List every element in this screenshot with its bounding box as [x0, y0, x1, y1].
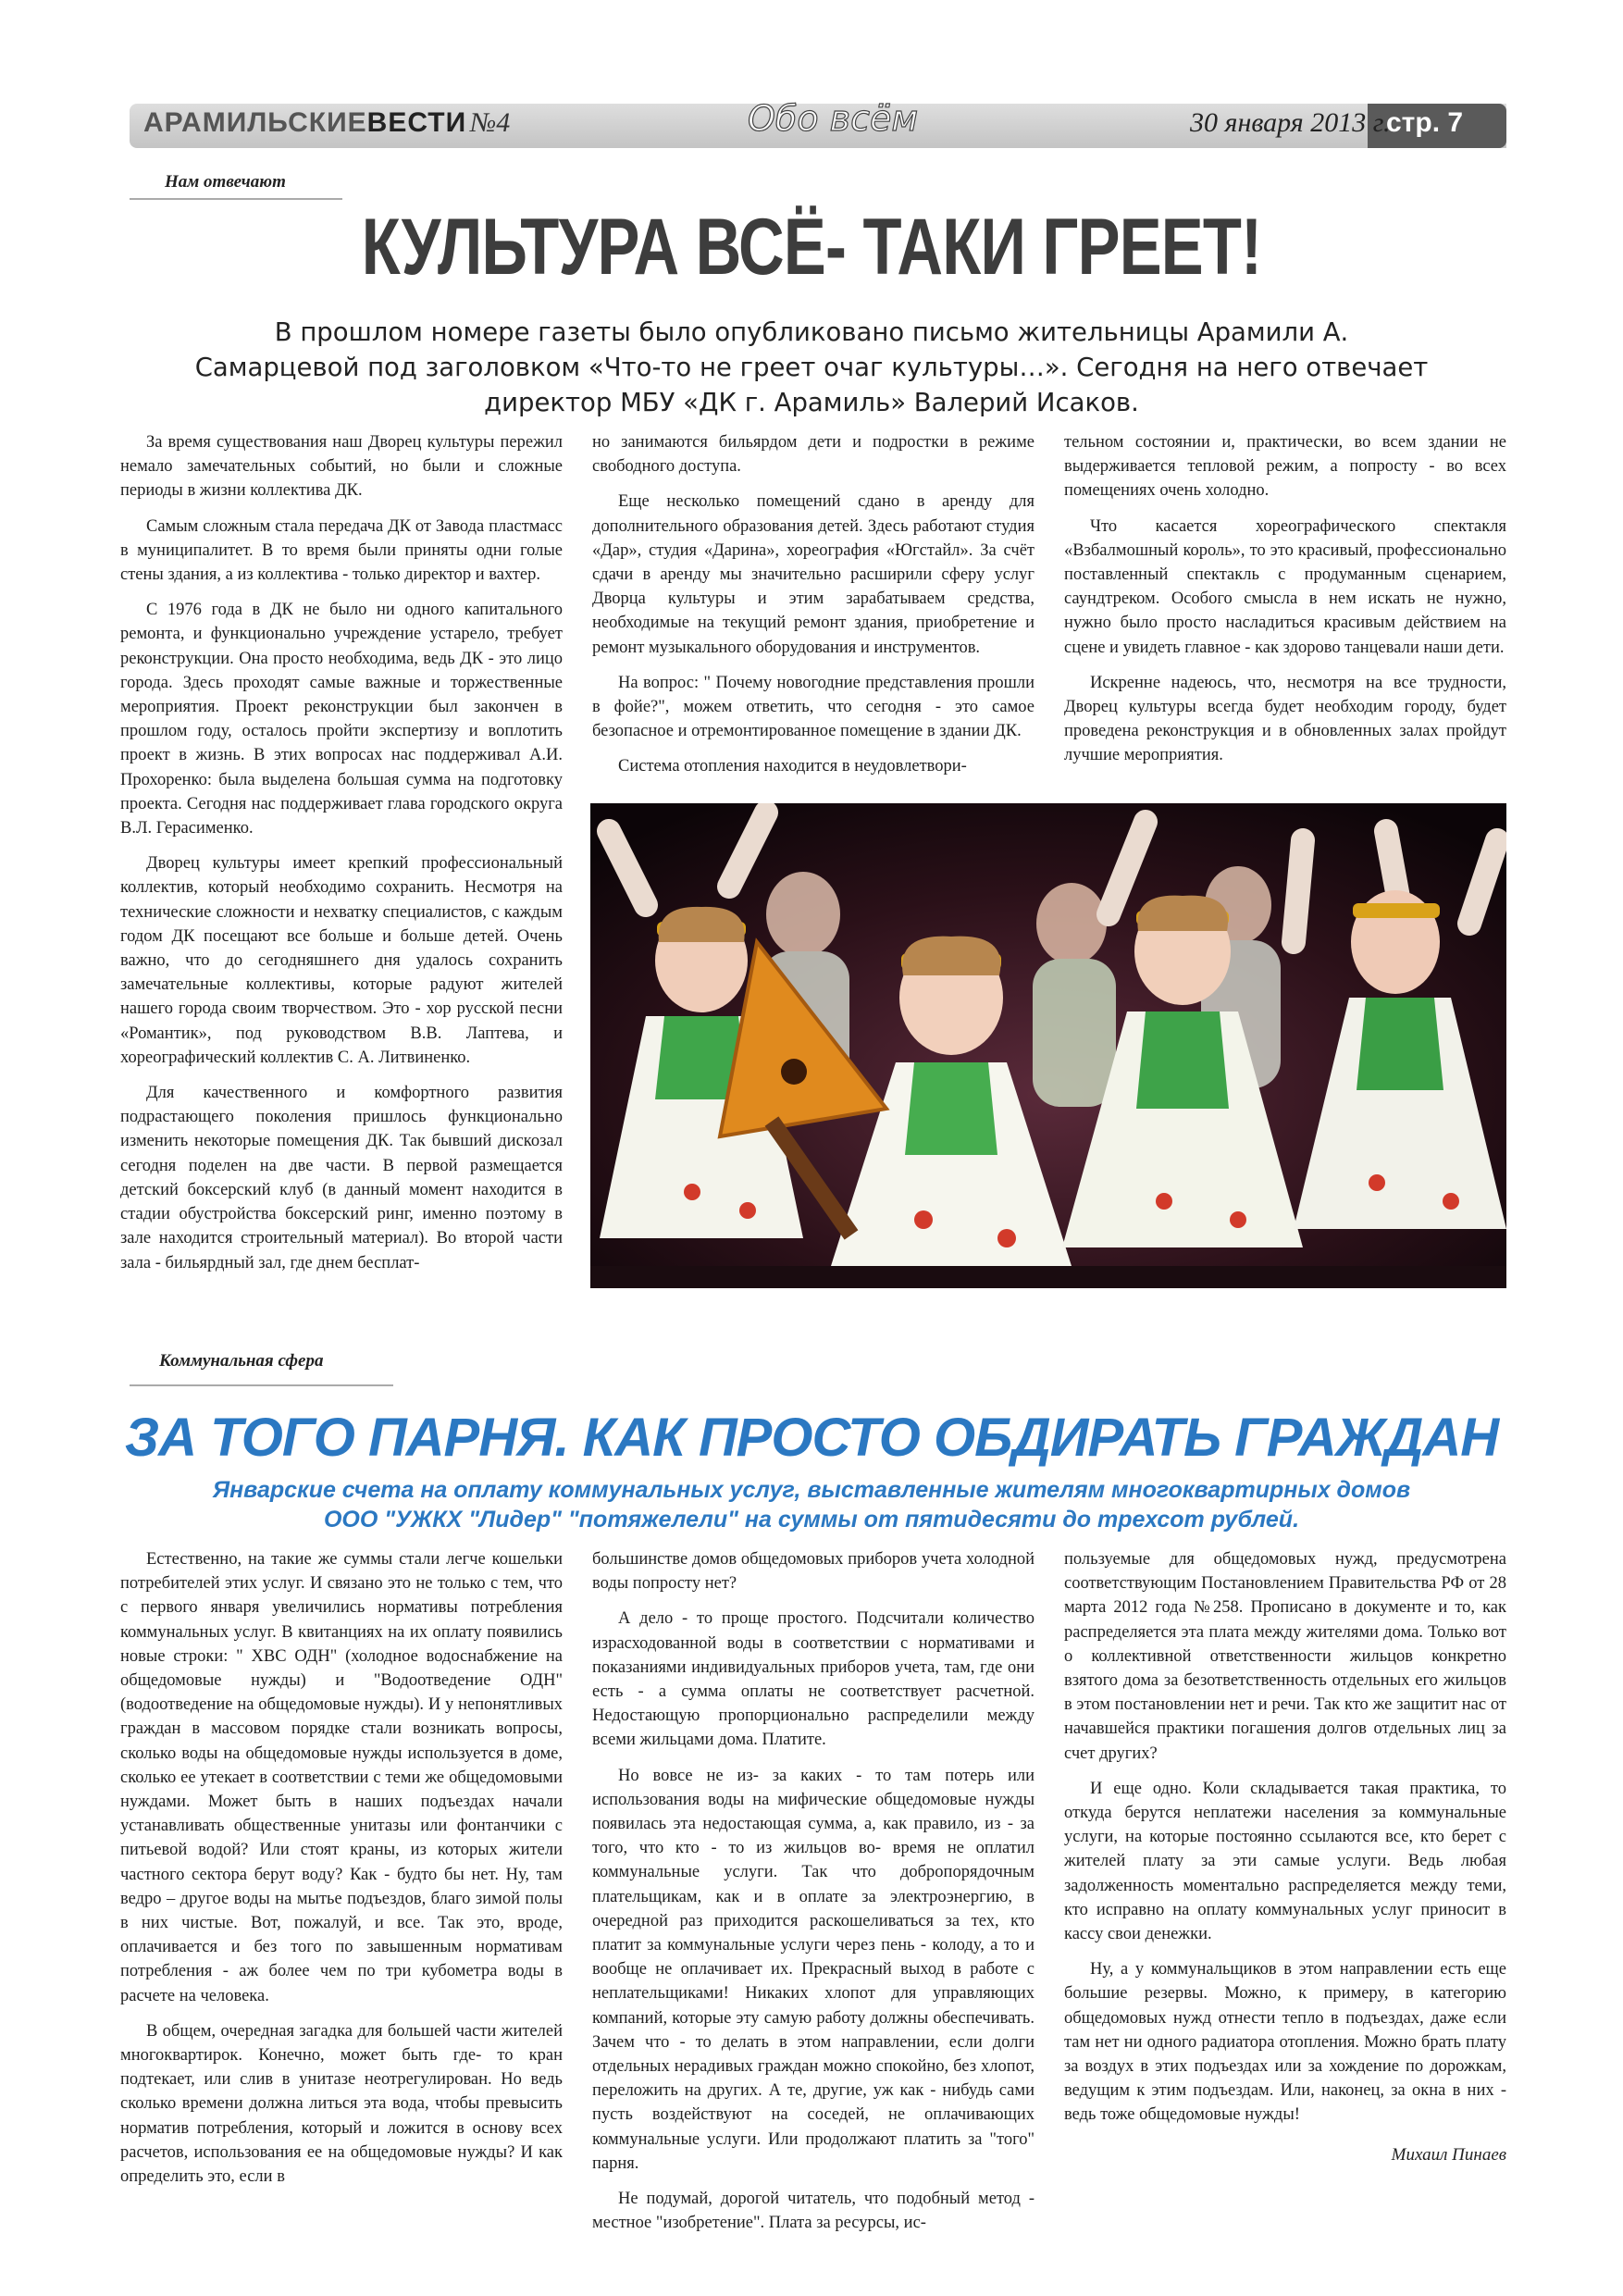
paragraph: Самым сложным стала передача ДК от Завода пластмасс в муниципалитет. В то время были приняты одни голые стены здания, а из коллектива - только директор и вахтер. — [120, 516, 563, 585]
paragraph: Дворец культуры имеет крепкий профессиональный коллектив, который необходимо сохранить. Несмотря на технические сложности и нехватку специалистов, с каждым годом ДК посещают все больше и больше детей. Очень важно, что до сегодняшнего дня удалось сохранить замечательные коллективы, которые радуют жителей нашего города своим творчеством. Это - хор русской песни «Романтик», под руководством В.В. Лаптева, и хореографический коллектив С. А. Литвиненко. — [120, 854, 563, 1067]
paragraph: Но вовсе не из- за каких - то там потерь или использования воды на мифические общедомовые нужды появилась эта недостающая сумма, а, как правило, из - за того, что кто - то из жильцов во- время не оплатил коммунальные услуги. Так что добропорядочным плательщикам, как и в оплате за электроэнергию, в очередной раз приходится раскошеливаться за тех, кто платит за коммунальные услуги через пень - колоду, а то и вообще не оплачивает их. Прекрасный выход в работе с неплательщиками! Никаких хлопот для управляющих компаний, которые эту самую работу должны обеспечивать. Зачем что - то делать в этом направлении, если долги отдельных нерадивых граждан можно спокойно, без хлопот, переложить на других. А те, другие, уж как - нибудь сами пусть воздействуют на соседей, не оплачивающих коммунальные услуги. Или продолжают платить за "того" парня. — [592, 1766, 1035, 2173]
article2-lead: Январские счета на оплату коммунальных услуг, выставленные жителям многоквартирных домов ООО "УЖКХ "Лидер" "потяжелели" на суммы от пятидесяти до трехсот рублей. — [212, 1477, 1411, 1533]
article1-headline: КУЛЬТУРА ВСЁ- ТАКИ ГРЕЕТ! — [361, 203, 1262, 292]
article2-rubric: Коммунальная сфера — [159, 1351, 324, 1371]
newspaper-name — [143, 107, 466, 139]
paragraph: Что касается хореографического спектакля «Взбалмошный король», то это красивый, профессионально поставленный спектакль с продуманным сценарием, саундтреком. Особого смысла в нем искать не нужно, нужно было просто насладиться красивым действием на сцене и увидеть главное - как здорово танцевали наши дети. — [1064, 516, 1506, 657]
paragraph: пользуемые для общедомовых нужд, предусмотрена соответствующим Постановлением Правительства РФ от 28 марта 2012 года №258. Прописано в документе и то, как распределяется эта плата между жителями дома. Только вот о коллективной ответственности жильцов конкретно взятого дома за безответственность отдельных его жильцов в этом постановлении нет и речи. Так кто же защитит нас от начавшейся практики погашения долгов отдельных лиц за счет других? — [1064, 1550, 1506, 1763]
newspaper-name-bold: ВЕСТИ — [366, 107, 467, 138]
paragraph: В общем, очередная загадка для большей части жителей многоквартирок. Конечно, может быть где- то кран подтекает, или слив в унитазе неотрегулирован. Но ведь сколько времени должна литься эта вода, чтобы превысить норматив потребления, который и ложится в основу всех расчетов, использования ее на общедомовые нужды? И как определить это, если в — [120, 2021, 563, 2187]
article2-column-1 — [120, 1547, 563, 2200]
paragraph: Для качественного и комфортного развития подрастающего поколения пришлось функционально изменить некоторые помещения ДК. Так бывший дискозал сегодня поделен на две части. В первой размещается детский боксерский клуб (в данный момент находится в стадии обустройства боксерский ринг, именно поэтому в зале находится строительный материал). Во второй части зала - бильярдный зал, где днем бесплат- — [120, 1084, 563, 1272]
article1-rubric: Нам отвечают — [165, 172, 286, 192]
article1-photo-dancers — [590, 803, 1506, 1288]
article2-rubric-underline — [130, 1384, 393, 1386]
paragraph: Естественно, на такие же суммы стали легче кошельки потребителей этих услуг. И связано это не только с тем, что с первого января увеличились нормативы потребления коммунальных услуг. В квитанциях на их оплату появились новые строки: " ХВС ОДН" (холодное водоснабжение на общедомовые нужды) и "Водоотведение ОДН" (водоотведение на общедомовые нужды). И у непонятливых граждан в массовом порядке стали возникать вопросы, сколько воды на общедомовые нужды используется в доме, сколько ее утекает в соответствии с теми же общедомовыми нуждами. Может быть в наших подъездах начали устанавливать общественные унитазы или фонтанчики с питьевой водой? Или стоят краны, из которых жители частного сектора берут воду? Как - будто бы нет. Ну, там ведро – другое воды на мытье подъездов, благо зимой полы в них чистые. Вот, пожалуй, и все. Так это, вроде, оплачивается и без того по завышенным нормативам потребления - аж более чем по три кубометра воды в расчете на человека. — [120, 1550, 563, 2005]
article2-column-2 — [592, 1547, 1035, 2246]
paragraph: большинстве домов общедомовых приборов учета холодной воды попросту нет? — [592, 1550, 1035, 1594]
paragraph: Еще несколько помещений сдано в аренду для дополнительного образования детей. Здесь работают студия «Дар», студия «Дарина», хореография «Югстайл». За счёт сдачи в аренду мы значительно расширили сферу услуг Дворца культуры и этим зарабатываем средства, необходимые на текущий ремонт здания, приобретение и ремонт музыкального оборудования и инструментов. — [592, 492, 1035, 657]
issue-number: №4 — [470, 107, 511, 138]
paragraph: На вопрос: " Почему новогодние представления прошли в фойе?", можем ответить, что сегодня - это самое безопасное и отремонтированное помещение в здании ДК. — [592, 673, 1035, 741]
article1-rubric-underline — [130, 198, 342, 200]
paragraph: Не подумай, дорогой читатель, что подобный метод - местное "изобретение". Плата за ресурсы, ис- — [592, 2190, 1035, 2233]
article2-headline: ЗА ТОГО ПАРНЯ. КАК ПРОСТО ОБДИРАТЬ ГРАЖДАН — [124, 1408, 1499, 1468]
section-title: Обо всём — [748, 98, 919, 139]
paragraph: Система отопления находится в неудовлетвори- — [618, 757, 967, 776]
article2-column-3 — [1064, 1547, 1506, 2139]
paragraph: С 1976 года в ДК не было ни одного капитального ремонта, и функционально учреждение устарело, требует реконструкции. Она просто необходима, ведь ДК - это лицо города. Здесь проходят самые важные и торжественные мероприятия. Проект реконструкции был закончен в прошлом году, осталось пройти экспертизу и воплотить проект в жизнь. В этих вопросах нас поддерживал А.И. Прохоренко: была выделена большая сумма на подготовку проекта. Сегодня нас поддерживает глава городского округа В.Л. Герасименко. — [120, 601, 563, 838]
article1-column-3 — [1064, 430, 1506, 779]
page-number: стр. 7 — [1386, 107, 1464, 138]
paragraph: За время существования наш Дворец культуры пережил немало замечательных событий, но были и сложные периоды в жизни коллектива ДК. — [120, 433, 563, 501]
paragraph: тельном состоянии и, практически, во всем здании не выдерживается тепловой режим, а попросту - во всех помещениях очень холодно. — [1064, 433, 1506, 501]
newspaper-name-light: АРАМИЛЬСКИЕ — [143, 107, 367, 138]
article1-lead: В прошлом номере газеты было опубликовано письмо жительницы Арамили А. Самарцевой под заголовком «Что-то не греет очаг культуры…». Сегодня на него отвечает директор МБУ «ДК г. Арамиль» Валерий Исаков. — [194, 317, 1429, 417]
paragraph: Ну, а у коммунальщиков в этом направлении есть еще большие резервы. Можно, к примеру, в категорию общедомовых нужд отнести тепло в подъездах, даже если там нет ни одного радиатора отопления. Можно брать плату за воздух в этих подъездах или за хождение по дорожкам, ведущим к этим подъездам. Или, наконец, за окна в них - ведь тоже общедомовые нужды! — [1064, 1960, 1506, 2125]
photo-illustration — [590, 803, 1506, 1288]
paragraph: А дело - то проще простого. Подсчитали количество израсходованной воды в соответствии с нормативами и показаниями индивидуальных приборов учета, там, где они есть - а сумма оплаты не соответствует расчетной. Недостающую пропорционально распределили между всеми жильцами дома. Платите. — [592, 1609, 1035, 1750]
issue-date: 30 января 2013 г. — [1190, 107, 1391, 138]
paragraph: Искренне надеюсь, что, несмотря на все трудности, Дворец культуры всегда будет необходим городу, будет проведена реконструкция и в обновленных залах пройдут лучшие мероприятия. — [1064, 673, 1506, 765]
paragraph: но занимаются бильярдом дети и подростки в режиме свободного доступа. — [592, 433, 1035, 477]
article1-column-1 — [120, 430, 563, 1286]
paragraph: И еще одно. Коли складывается такая практика, то откуда берутся неплатежи населения за коммунальные услуги, на которые постоянно ссылаются все, кто берет с жителей плату за эти самые услуги. Ведь любая задолженность моментально распределяется между теми, кто исправно на оплату коммунальных услуг приносит в кассу свои денежки. — [1064, 1779, 1506, 1944]
article1-column-2 — [592, 430, 1035, 790]
article2-author: Михаил Пинаев — [1391, 2145, 1506, 2165]
